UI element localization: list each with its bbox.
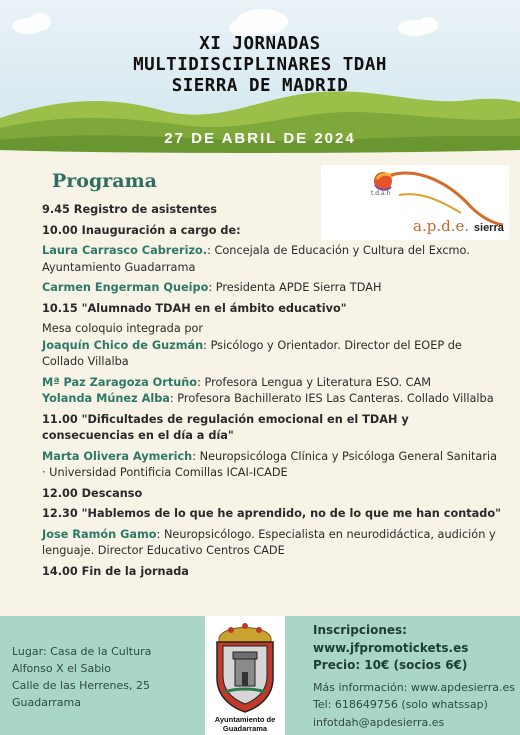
- speaker-name: Carmen Engerman Queipo: [42, 281, 209, 294]
- speaker-name: Yolanda Múnez Alba: [42, 392, 170, 405]
- more-info-link[interactable]: Más información: www.apdesierra.es: [313, 680, 515, 694]
- crest-label: [205, 715, 285, 733]
- speaker-name: Mª Paz Zaragoza Ortuño: [42, 375, 198, 389]
- speaker-yolanda: [42, 391, 502, 408]
- event-title: [0, 34, 520, 97]
- speaker-laura: [42, 243, 502, 276]
- speaker-mpaz: [42, 375, 502, 392]
- program-item-alumnado: 10.15 "Alumnado TDAH en el ámbito educativo": [42, 301, 347, 315]
- event-date: 27 DE ABRIL DE 2024: [164, 130, 356, 147]
- apde-suffix: sierra: [473, 222, 504, 234]
- phone-text: Tel: 618649756 (solo whatssap): [313, 698, 488, 711]
- speaker-name: Jose Ramón Gamo: [42, 527, 157, 541]
- registration-info: [313, 622, 515, 731]
- crest-label-line: Ayuntamiento de: [214, 715, 276, 724]
- speaker-name: Laura Carrasco Cabrerizo.: [42, 244, 208, 257]
- speaker-carmen: [42, 280, 502, 297]
- speaker-desc: : Neuropsicólogo. Especialista en neurodidáctica, audición y lenguaje. Director Educativo Centros CADE: [42, 527, 496, 557]
- email-link[interactable]: infotdah@apdesierra.es: [313, 715, 445, 729]
- price-text: Precio: 10€ (socios 6€): [313, 658, 468, 672]
- speaker-name: Marta Olivera Aymerich: [42, 449, 193, 463]
- venue-line: Lugar: Casa de la Cultura: [12, 645, 152, 658]
- program-item-descanso: 12.00 Descanso: [42, 486, 143, 500]
- crest-label-line: Guadarrama: [222, 724, 268, 733]
- venue-info: [12, 643, 151, 711]
- title-line: XI JORNADAS: [199, 34, 321, 54]
- program-item-registro: 9.45 Registro de asistentes: [42, 203, 218, 216]
- venue-line: Calle de las Herrenes, 25: [12, 679, 150, 692]
- speaker-name: Joaquín Chico de Guzmán: [42, 338, 204, 352]
- crest-panel: [205, 616, 285, 735]
- coat-of-arms-icon: [205, 616, 285, 715]
- speaker-joaquin: [42, 338, 502, 371]
- tickets-link[interactable]: www.jfpromotickets.es: [313, 640, 469, 655]
- program-item-hablemos: 12.30 "Hablemos de lo que he aprendido, no de lo que me han contado": [42, 507, 502, 520]
- program-list: [42, 202, 502, 580]
- inscripciones-label: Inscripciones:: [313, 623, 407, 637]
- speaker-desc: : Profesora Lengua y Literatura ESO. CAM: [197, 375, 432, 389]
- apde-name: a.p.d.e.: [413, 217, 470, 235]
- title-line: MULTIDISCIPLINARES TDAH: [133, 55, 387, 75]
- speaker-jose: [42, 527, 502, 560]
- speaker-desc: : Presidenta APDE Sierra TDAH: [208, 281, 382, 294]
- program-item-dificultades: 11.00 "Dificultades de regulación emocional en el TDAH y consecuencias en el día a día": [42, 412, 409, 442]
- program-heading: Programa: [52, 170, 157, 192]
- program-item-inauguracion: 10.00 Inauguración a cargo de:: [42, 223, 241, 237]
- venue-line: Guadarrama: [12, 696, 82, 709]
- apde-small-text: t.d.a.h: [371, 190, 391, 197]
- header-banner: [0, 0, 520, 160]
- venue-line: Alfonso X el Sabio: [12, 662, 111, 675]
- program-item-fin: 14.00 Fin de la jornada: [42, 564, 189, 578]
- speaker-desc: : Concejala de Educación y Cultura del Excmo. Ayuntamiento Guadarrama: [42, 244, 470, 274]
- title-line: SIERRA DE MADRID: [171, 76, 349, 96]
- speaker-desc: : Profesora Bachillerato IES Las Canteras. Collado Villalba: [169, 392, 494, 405]
- mesa-coloquio: Mesa coloquio integrada por: [42, 322, 204, 335]
- speaker-marta: [42, 449, 502, 482]
- speaker-desc: : Psicólogo y Orientador. Director del EOEP de Collado Villalba: [42, 338, 462, 368]
- speaker-desc: : Neuropsicóloga Clínica y Psicóloga General Sanitaria · Universidad Pontificia Comillas ICAI-ICADE: [42, 449, 498, 479]
